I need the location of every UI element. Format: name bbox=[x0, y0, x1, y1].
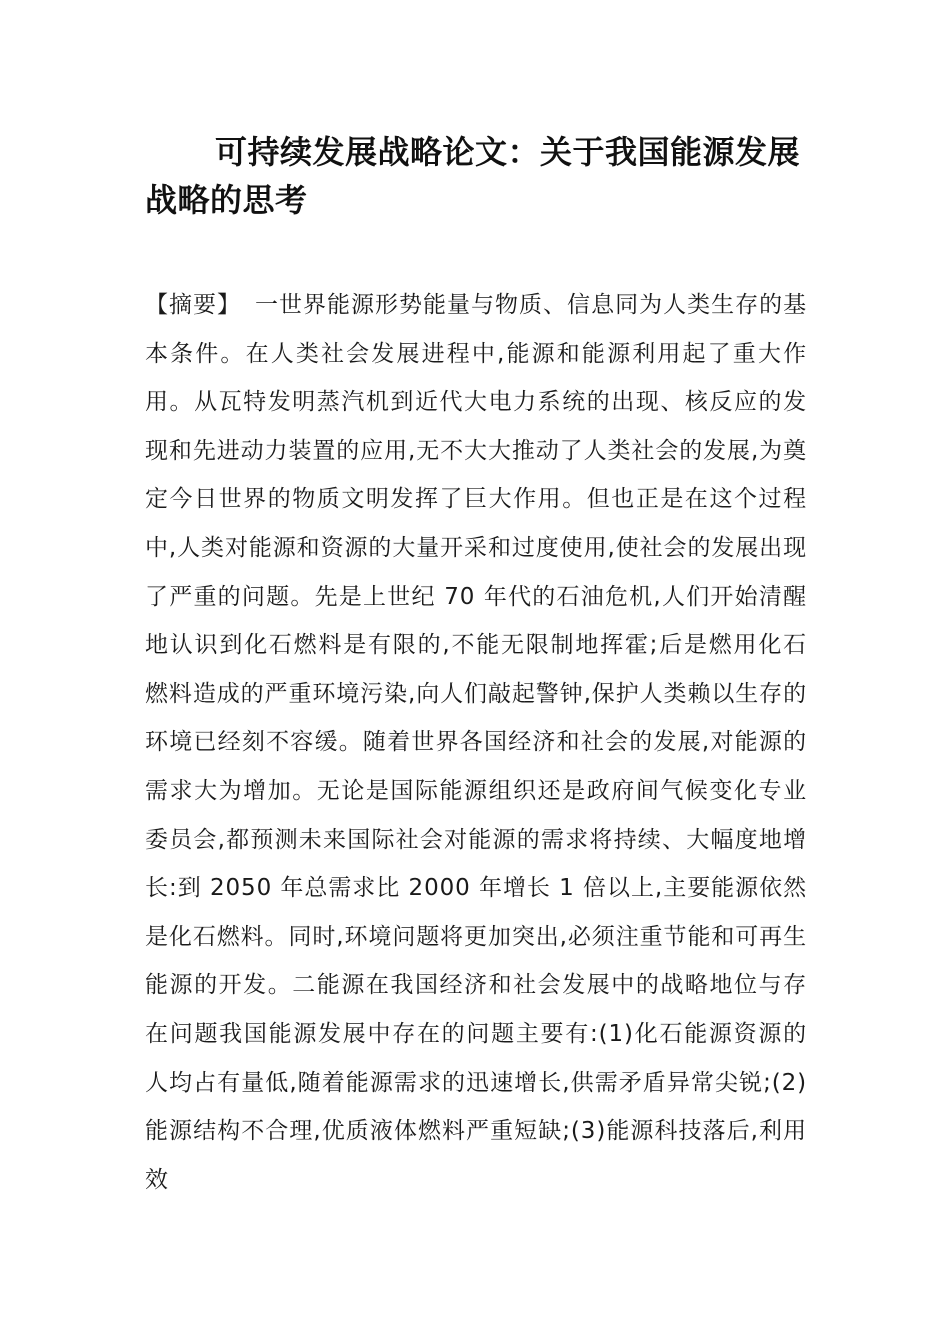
abstract-label: 【摘要】 bbox=[145, 292, 242, 318]
document-title: 可持续发展战略论文：关于我国能源发展战略的思考 bbox=[145, 133, 801, 219]
abstract-body: 一世界能源形势能量与物质、信息同为人类生存的基本条件。在人类社会发展进程中,能源和能源利用起了重大作用。从瓦特发明蒸汽机到近代大电力系统的出现、核反应的发现和先进动力装置的应用,无不大大推动了人类社会的发展,为奠定今日世界的物质文明发挥了巨大作用。但也正是在这个过程中,人类对能源和资源的大量开采和过度使用,使社会的发展出现了严重的问题。先是上世纪 70 年代的石油危机,人们开始清醒地认识到化石燃料是有限的,不能无限制地挥霍;后是燃用化石燃料造成的严重环境污染,向人们敲起警钟,保护人类赖以生存的环境已经刻不容缓。随着世界各国经济和社会的发展,对能源的需求大为增加。无论是国际能源组织还是政府间气候变化专业委员会,都预测未来国际社会对能源的需求将持续、大幅度地增长:到 2050 年总需求比 2000 年增长 1 倍以上,主要能源依然是化石燃料。同时,环境问题将更加突出,必须注重节能和可再生能源的开发。二能源在我国经济和社会发展中的战略地位与存在问题我国能源发展中存在的问题主要有:(1)化石能源资源的人均占有量低,随着能源需求的迅速增长,供需矛盾异常尖锐;(2)能源结构不合理,优质液体燃料严重短缺;(3)能源科技落后,利用效 bbox=[145, 292, 807, 1193]
abstract-paragraph bbox=[145, 281, 807, 1204]
